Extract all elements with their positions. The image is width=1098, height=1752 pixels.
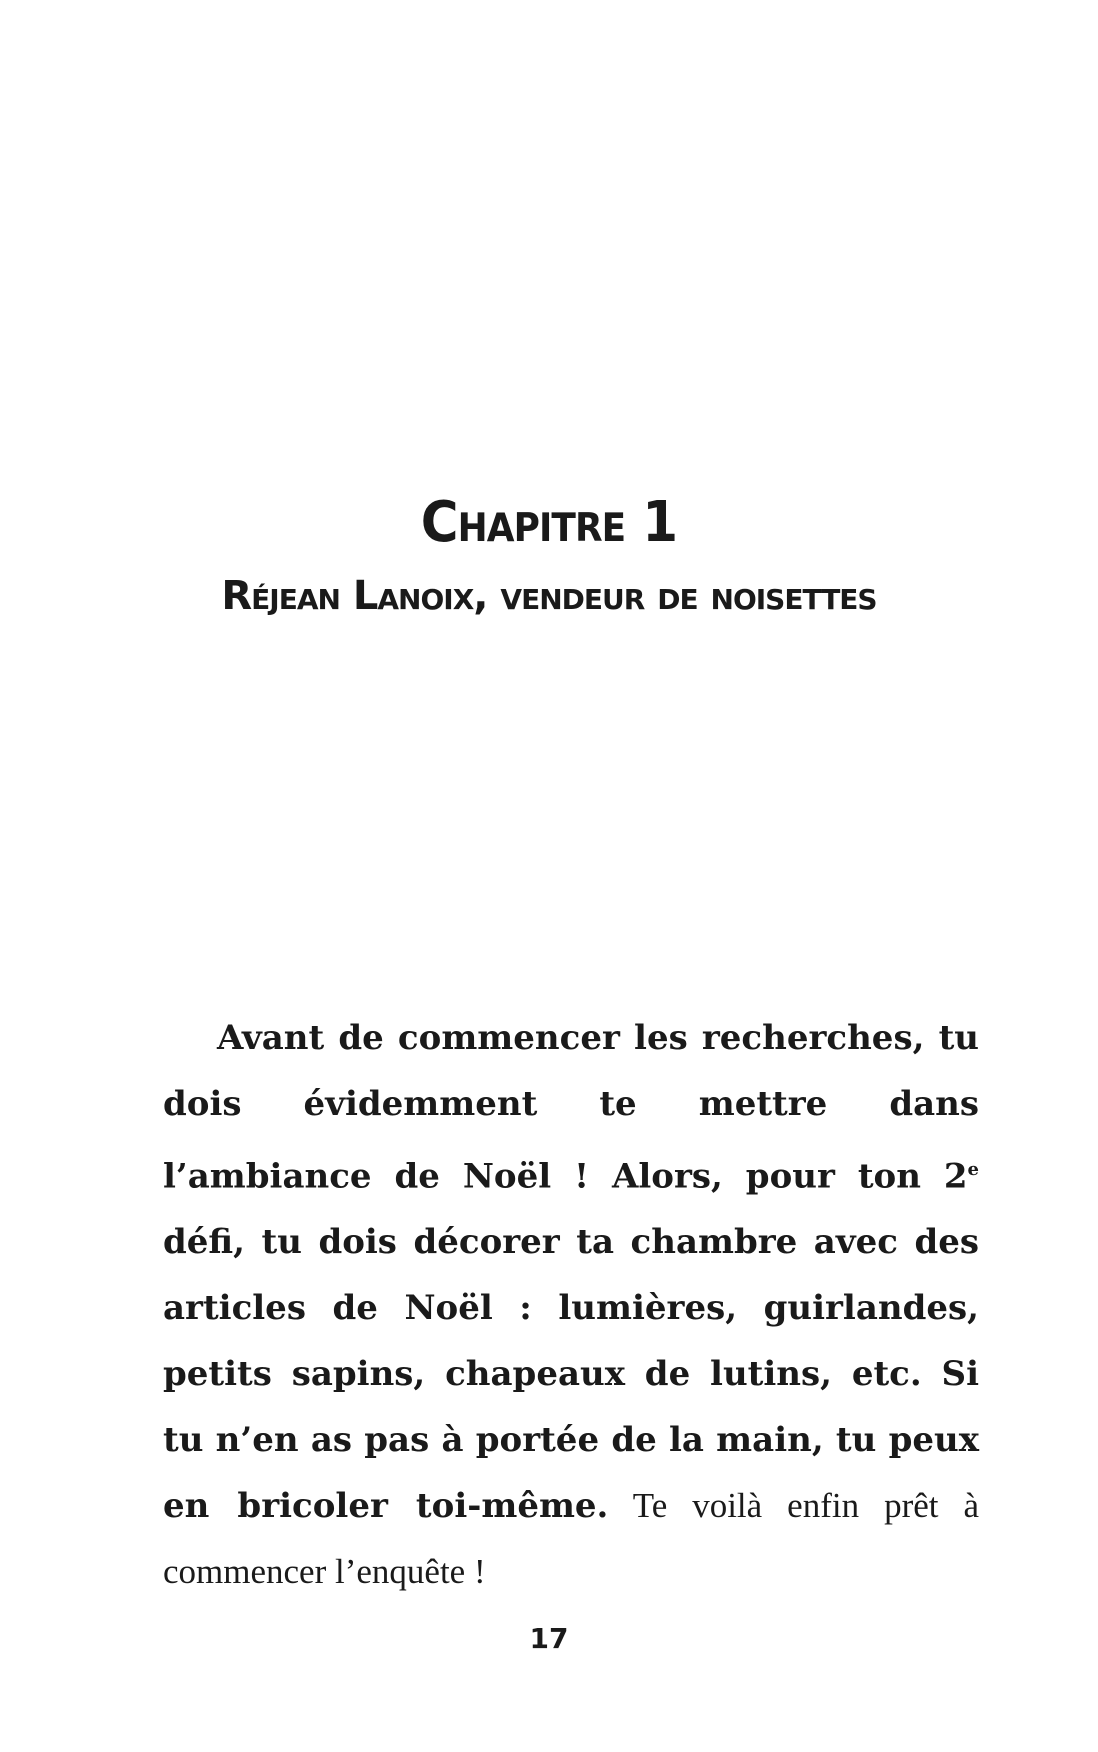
body-bold-text-1: Avant de commencer les recherches, tu dois évidemment te mettre dans l’ambiance de Noël ! Alors, pour ton 2 <box>163 1018 979 1197</box>
chapter-title: Réjean Lanoix, vendeur de noisettes <box>221 573 877 619</box>
ordinal-superscript: e <box>967 1159 979 1180</box>
body-bold-text-2: défi, tu dois décorer ta chambre avec des articles de Noël : lumières, guirlandes, petits sapins, chapeaux de lutins, etc. Si tu n’en as pas à portée de la main, tu peux en bricoler toi-même. <box>163 1222 979 1527</box>
page-number: 17 <box>529 1622 569 1655</box>
body-regular-text: Te voilà enfin prêt à commencer l’enquête ! <box>163 1486 980 1592</box>
chapter-heading <box>0 488 1098 630</box>
chapter-number: Chapitre 1 <box>420 490 678 555</box>
body-paragraph <box>163 1005 979 1605</box>
